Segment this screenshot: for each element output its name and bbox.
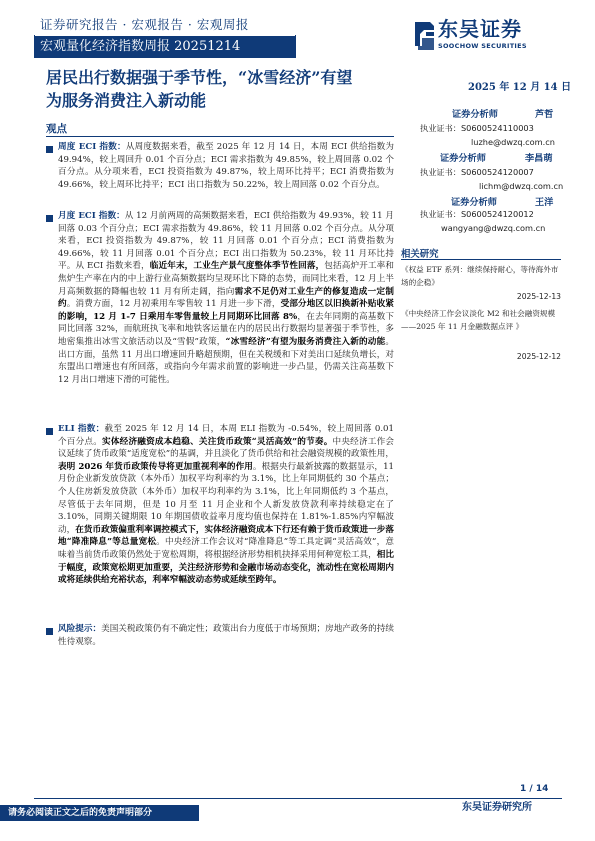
logo-english-wordmark: SOOCHOW SECURITIES	[438, 42, 527, 50]
page-number: 1 / 14	[520, 784, 549, 794]
analyst-email[interactable]: luzhe@dwzq.com.cn	[471, 137, 555, 147]
paragraph-lead: 风险提示：	[58, 624, 102, 634]
bullet-square-icon	[46, 628, 53, 635]
related-research-item[interactable]: 《权益 ETF 系列：继续保持耐心，等待海外市场的企稳》	[401, 265, 559, 287]
analyst-name: 李昌萌	[525, 153, 553, 164]
related-research-item[interactable]: 《中央经济工作会议淡化 M2 和社会融资规模——2025 年 11 月金融数据点评 》	[401, 309, 556, 331]
paragraph-eli: ELI 指数：截至 2025 年 12 月 14 日，本周 ELI 指数为 -0.54%，较上周回落 0.01 个百分点。实体经济融资成本趋稳、关注货币政策“灵活高效”的节奏。中央经济工作会议延续了货币政策“适度宽松”的基调，并且淡化了货币供给和社会融资规模的政策性用，表明 2026 年货币政策传导将更加重视利率的作用。根据央行最新披露的数据显示，11 月份企业新发放贷款（本外币）加权平均利率约为 3.1%，比上年同期低约 30 个基点；个人住房新发放贷款（本外币）加权平均利率约为 3.1%，比上年同期低约 3 个基点，尽管低于去年同期，但是 10 月至 11 月企业和个人新发放贷款利率持续稳定在了 3.10%，同期关键期限 10 年期国债收益率月度均值也保持在 1.81%-1.85%内窄幅波动，在货币政策偏重利率调控模式下，实体经济融资成本下行还有赖于货币政策进一步落地“降准降息”等总量宽松。中央经济工作会议对“降准降息”等工具定调“灵活高效”，意味着当前货币政策仍然处于宽松周期，将根据经济形势相机抉择采用何种宽松工具，相比于幅度，政策宽松期更加重要，关注经济形势和金融市场动态变化，流动性在宽松周期内或将延续供给充裕状态，利率窄幅波动态势或延续至跨年。	[58, 424, 395, 586]
analyst-role: 证券分析师	[451, 197, 497, 208]
analyst-cert: 执业证书：S0600524120007	[420, 167, 534, 177]
paragraph-risk: 风险提示：美国关税政策仍有不确定性；政策出台力度低于市场预期；房地产政务的持续性待观察。	[58, 624, 394, 647]
report-categories: 证券研究报告 · 宏观报告 · 宏观周报	[34, 14, 296, 35]
related-research-title: 相关研究	[401, 249, 439, 260]
related-research-date: 2025-12-12	[516, 352, 561, 361]
bullet-square-icon	[46, 146, 53, 153]
paragraph-lead: ELI 指数：	[58, 424, 105, 434]
disclaimer-text[interactable]: 请务必阅读正文之后的免责声明部分	[8, 808, 153, 818]
bullet-square-icon	[46, 215, 53, 222]
paragraph-lead: 周度 ECI 指数：	[58, 142, 126, 152]
report-series-title: 宏观量化经济指数周报 20251214	[34, 36, 296, 58]
institute-name: 东吴证券研究所	[462, 802, 532, 813]
section-title: 观点	[46, 123, 67, 135]
analyst-email[interactable]: lichm@dwzq.com.cn	[479, 181, 564, 191]
analyst-email[interactable]: wangyang@dwzq.com.cn	[441, 223, 546, 233]
analyst-role: 证券分析师	[452, 109, 498, 120]
paragraph-lead: 月度 ECI 指数：	[58, 211, 125, 221]
paragraph-weekly-eci: 周度 ECI 指数：从周度数据来看，截至 2025 年 12 月 14 日，本周 ECI 供给指数为 49.94%，较上周回升 0.01 个百分点；ECI 需求指数为 49.85%，较上周回落 0.02 个百分点。从分项来看，ECI 投资指数为 49.87%，较上周环比持平；ECI 消费指数为 49.66%，较上周环比持平；ECI 出口指数为 50.22%，较上周回落 0.02 个百分点。	[58, 142, 394, 190]
headline-line-1: 居民出行数据强于季节性，“冰雪经济”有望	[46, 68, 353, 87]
analyst-cert: 执业证书：S0600524110003	[420, 123, 534, 133]
related-research-divider	[401, 259, 561, 260]
analyst-role: 证券分析师	[440, 153, 486, 164]
report-headline	[46, 66, 398, 112]
analyst-name: 芦哲	[535, 109, 554, 120]
section-divider	[46, 136, 394, 137]
analyst-cert: 执业证书：S0600524120012	[420, 209, 534, 219]
related-research-date: 2025-12-13	[516, 292, 561, 301]
bullet-square-icon	[46, 428, 53, 435]
headline-line-2: 为服务消费注入新动能	[46, 91, 207, 110]
paragraph-monthly-eci: 月度 ECI 指数：从 12 月前两周的高频数据来看，ECI 供给指数为 49.93%，较 11 月回落 0.03 个百分点；ECI 需求指数为 49.86%，较 11 月回落 0.02 个百分点。从分项来看，ECI 投资指数为 49.87%，较 11 月回落 0.01 个百分点；ECI 消费指数为 49.66%，较 11 月回落 0.01 个百分点；ECI 出口指数为 50.23%，较 11 月环比持平。从 ECI 指数来看，临近年末，工业生产景气度整体季节性回落，包括高炉开工率和焦炉生产率在内的中上游行业高频数据均呈现环比下降的态势，而同比来看，12 月上半月高频数据的降幅也较 11 月有所走阔，指向需求不足仍对工业生产的修复造成一定制约。消费方面，12 月初乘用车零售较 11 月进一步下滑，受部分地区以旧换新补贴收紧的影响，12 月 1-7 日乘用车零售量较上月同期环比回落 8%，在去年同期的高基数下同比回落 32%，而航班执飞率和地铁客运量在内的居民出行数据均显著强于季节性，多地密集推出冰雪文旅活动以及“雪假”政策，“冰雪经济”有望为服务消费注入新的动能。出口方面，虽然 11 月出口增速回升略超预期，但在关税缓和下对美出口延续负增长，对东盟出口增速也有所回落，或指向今年需求前置的影响进一步凸显，仍需关注高基数下 12 月出口增速下滑的可能性。	[58, 211, 394, 385]
logo-wordmark: 东吴证券	[438, 17, 522, 41]
publish-date: 2025 年 12 月 14 日	[468, 82, 572, 93]
analyst-name: 王洋	[535, 197, 554, 208]
